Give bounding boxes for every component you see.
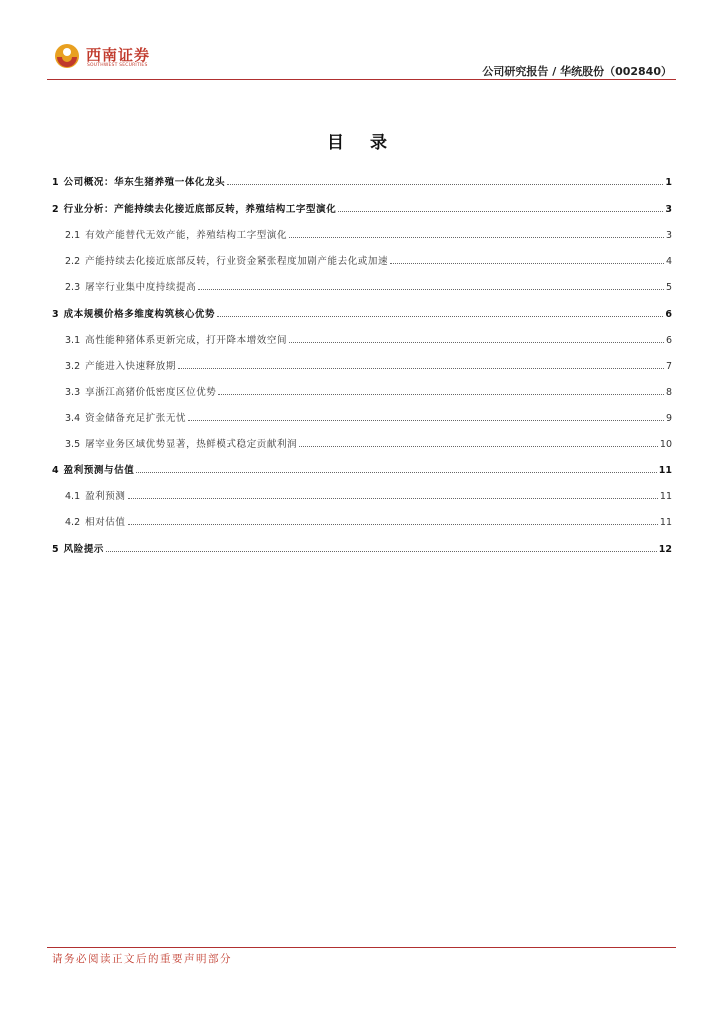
logo-chinese-name: 西南证券 xyxy=(86,46,151,64)
toc-entry-label: 盈利预测与估值 xyxy=(63,465,135,476)
toc-entry-page: 5 xyxy=(665,282,672,293)
toc-entry-3[interactable] xyxy=(52,302,672,320)
toc-dot-leader xyxy=(178,367,664,369)
toc-dot-leader xyxy=(188,419,664,421)
header-divider xyxy=(47,79,676,80)
toc-entry-2[interactable] xyxy=(52,197,672,215)
toc-entry-2-2[interactable] xyxy=(52,249,672,267)
toc-dot-leader xyxy=(227,183,663,185)
toc-entry-number: 2.1 xyxy=(65,230,81,241)
toc-dot-leader xyxy=(128,523,658,525)
toc-entry-3-1[interactable] xyxy=(52,328,672,346)
toc-entry-page: 11 xyxy=(659,517,672,528)
logo-english-name: SOUTHWEST SECURITIES xyxy=(87,63,148,68)
toc-entry-page: 4 xyxy=(665,256,672,267)
toc-entry-page: 11 xyxy=(659,491,672,502)
company-logo xyxy=(54,43,154,73)
report-type-title: 公司研究报告 / 华统股份（002840） xyxy=(482,65,672,78)
toc-dot-leader xyxy=(217,315,663,317)
toc-entry-label: 盈利预测 xyxy=(85,491,126,502)
toc-entry-2-1[interactable] xyxy=(52,223,672,241)
toc-entry-2-3[interactable] xyxy=(52,275,672,293)
toc-entry-label: 相对估值 xyxy=(85,517,126,528)
toc-entry-page: 9 xyxy=(665,413,672,424)
toc-entry-page: 11 xyxy=(658,465,672,476)
toc-dot-leader xyxy=(289,341,664,343)
toc-entry-label: 产能进入快速释放期 xyxy=(85,361,177,372)
toc-dot-leader xyxy=(338,210,663,212)
toc-entry-4[interactable] xyxy=(52,458,672,476)
toc-dot-leader xyxy=(136,471,656,473)
disclaimer-notice: 请务必阅读正文后的重要声明部分 xyxy=(52,953,232,965)
toc-entry-number: 3.3 xyxy=(65,387,81,398)
toc-dot-leader xyxy=(106,550,657,552)
toc-entry-page: 8 xyxy=(665,387,672,398)
toc-entry-page: 7 xyxy=(665,361,672,372)
toc-entry-page: 6 xyxy=(665,309,672,320)
toc-entry-page: 6 xyxy=(665,335,672,346)
toc-dot-leader xyxy=(299,445,658,447)
toc-entry-number: 5 xyxy=(52,544,59,555)
toc-entry-page: 12 xyxy=(658,544,672,555)
toc-entry-number: 2 xyxy=(52,204,59,215)
toc-entry-1[interactable] xyxy=(52,170,672,188)
toc-entry-page: 10 xyxy=(659,439,672,450)
toc-entry-label: 成本规模价格多维度构筑核心优势 xyxy=(63,309,216,320)
toc-entry-label: 有效产能替代无效产能，养殖结构工字型演化 xyxy=(85,230,288,241)
toc-entry-4-1[interactable] xyxy=(52,484,672,502)
toc-entry-number: 3.1 xyxy=(65,335,81,346)
toc-entry-label: 享浙江高猪价低密度区位优势 xyxy=(85,387,217,398)
toc-title: 目 录 xyxy=(327,133,397,153)
toc-entry-number: 4 xyxy=(52,465,59,476)
toc-entry-3-4[interactable] xyxy=(52,406,672,424)
logo-emblem-icon xyxy=(54,43,80,69)
toc-entry-label: 资金储备充足扩张无忧 xyxy=(85,413,187,424)
toc-entry-5[interactable] xyxy=(52,537,672,555)
toc-entry-label: 屠宰业务区域优势显著，热鲜模式稳定贡献利润 xyxy=(85,439,298,450)
toc-entry-number: 4.2 xyxy=(65,517,81,528)
toc-entry-3-2[interactable] xyxy=(52,354,672,372)
toc-entry-label: 公司概况：华东生猪养殖一体化龙头 xyxy=(63,177,226,188)
toc-entry-label: 产能持续去化接近底部反转，行业资金紧张程度加剧产能去化或加速 xyxy=(85,256,389,267)
footer-divider xyxy=(47,947,676,948)
toc-entry-page: 3 xyxy=(665,204,672,215)
toc-entry-label: 屠宰行业集中度持续提高 xyxy=(85,282,197,293)
toc-entry-number: 1 xyxy=(52,177,59,188)
toc-dot-leader xyxy=(218,393,664,395)
toc-entry-number: 4.1 xyxy=(65,491,81,502)
toc-entry-label: 行业分析：产能持续去化接近底部反转，养殖结构工字型演化 xyxy=(63,204,337,215)
toc-dot-leader xyxy=(390,262,664,264)
toc-entry-number: 2.2 xyxy=(65,256,81,267)
toc-entry-number: 2.3 xyxy=(65,282,81,293)
toc-entry-label: 高性能种猪体系更新完成，打开降本增效空间 xyxy=(85,335,288,346)
toc-entry-number: 3.4 xyxy=(65,413,81,424)
toc-entry-page: 3 xyxy=(665,230,672,241)
toc-entry-4-2[interactable] xyxy=(52,510,672,528)
toc-dot-leader xyxy=(289,236,664,238)
toc-entry-page: 1 xyxy=(665,177,672,188)
toc-entry-number: 3.2 xyxy=(65,361,81,372)
toc-entry-number: 3.5 xyxy=(65,439,81,450)
toc-entry-3-3[interactable] xyxy=(52,380,672,398)
toc-dot-leader xyxy=(198,288,664,290)
toc-entry-3-5[interactable] xyxy=(52,432,672,450)
toc-dot-leader xyxy=(128,497,658,499)
page-header xyxy=(0,0,724,82)
toc-entry-label: 风险提示 xyxy=(63,544,105,555)
toc-entry-number: 3 xyxy=(52,309,59,320)
